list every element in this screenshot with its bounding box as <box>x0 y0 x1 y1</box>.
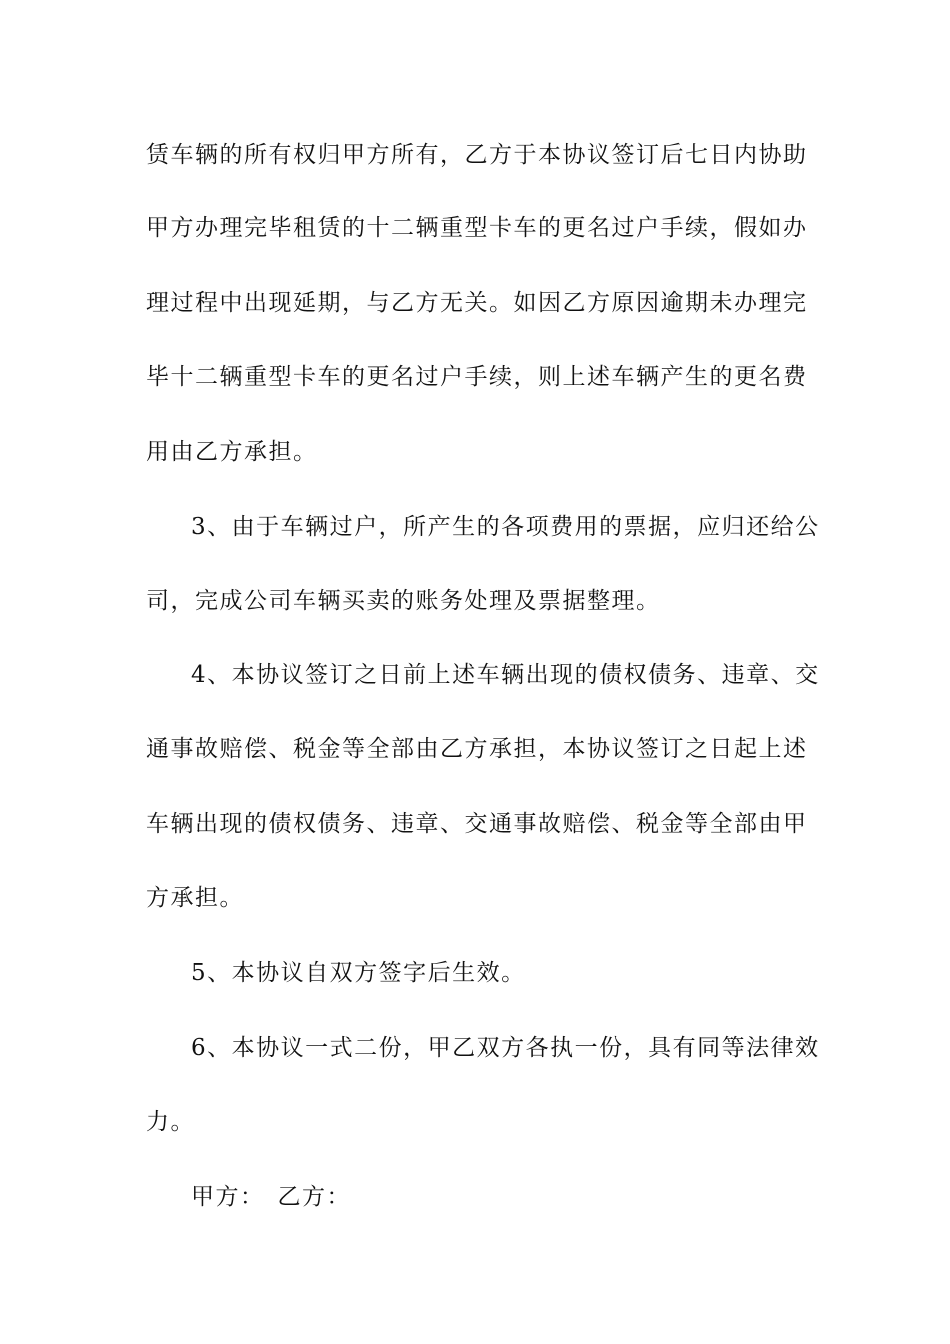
clause-4-line-1: 4、本协议签订之日前上述车辆出现的债权债务、违章、交 <box>191 662 820 688</box>
signature-line: 甲方： 乙方： <box>191 1184 351 1210</box>
paragraph-2-line-5: 用由乙方承担。 <box>146 439 318 465</box>
paragraph-2-line-1: 赁车辆的所有权归甲方所有，乙方于本协议签订后七日内协助 <box>146 142 808 168</box>
clause-3-line-2: 司，完成公司车辆买卖的账务处理及票据整理。 <box>146 588 661 614</box>
clause-4-line-3: 车辆出现的债权债务、违章、交通事故赔偿、税金等全部由甲 <box>146 811 808 837</box>
clause-3-line-1: 3、由于车辆过户，所产生的各项费用的票据，应归还给公 <box>191 514 820 540</box>
paragraph-2-line-3: 理过程中出现延期，与乙方无关。如因乙方原因逾期未办理完 <box>146 290 808 316</box>
clause-5-line-1: 5、本协议自双方签字后生效。 <box>191 960 526 986</box>
clause-4-line-4: 方承担。 <box>146 885 244 911</box>
paragraph-2-line-4: 毕十二辆重型卡车的更名过户手续，则上述车辆产生的更名费 <box>146 364 808 390</box>
paragraph-2-line-2: 甲方办理完毕租赁的十二辆重型卡车的更名过户手续，假如办 <box>146 215 808 241</box>
clause-6-line-1: 6、本协议一式二份，甲乙双方各执一份，具有同等法律效 <box>191 1035 820 1061</box>
clause-6-line-2: 力。 <box>146 1109 195 1135</box>
clause-4-line-2: 通事故赔偿、税金等全部由乙方承担，本协议签订之日起上述 <box>146 736 808 762</box>
